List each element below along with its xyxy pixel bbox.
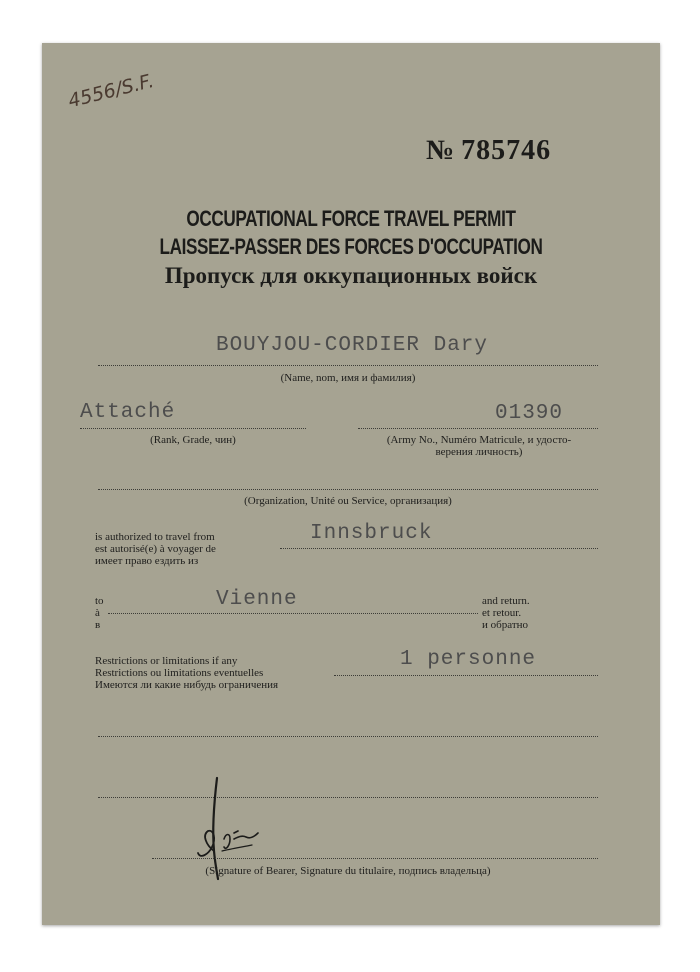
restrictions-line-2	[98, 736, 598, 737]
army-number-label-line1: (Army No., Numéro Matricule, и удосто-	[386, 434, 572, 446]
restrictions-label	[95, 655, 325, 691]
to-label-en: to	[95, 595, 104, 607]
name-value: BOUYJOU-CORDIER Dary	[215, 334, 489, 357]
from-label	[95, 531, 285, 567]
to-label-fr: à	[95, 607, 100, 619]
from-value: Innsbruck	[310, 522, 433, 545]
from-label-en: is authorized to travel from	[95, 531, 215, 543]
restrictions-line-3	[98, 797, 598, 798]
title-russian: Пропуск для оккупационных войск	[164, 263, 538, 288]
from-label-ru: имеет право ездить из	[95, 555, 199, 567]
to-line	[108, 613, 478, 614]
rank-line	[80, 428, 306, 429]
to-label-ru: в	[95, 619, 101, 631]
rank-label: (Rank, Grade, чин)	[150, 434, 236, 446]
from-label-fr: est autorisé(e) à voyager de	[95, 543, 216, 555]
organization-line	[98, 489, 598, 490]
number-sign: №	[426, 135, 455, 166]
return-label	[482, 595, 592, 631]
from-line	[280, 548, 598, 549]
to-value: Vienne	[216, 588, 298, 611]
return-label-ru: и обратно	[482, 619, 529, 631]
signature-label: (Signature of Bearer, Signature du titulaire, подпись владельца)	[205, 865, 491, 877]
army-number-label	[348, 434, 610, 458]
permit-number-value: 785746	[461, 135, 552, 166]
return-label-fr: et retour.	[482, 607, 522, 619]
rank-value: Attaché	[80, 401, 176, 424]
restrictions-value: 1 personne	[400, 648, 537, 671]
army-number-value: 01390	[495, 402, 564, 425]
restrictions-label-ru: Имеются ли какие нибудь ограничения	[95, 679, 279, 691]
signature-line	[152, 858, 598, 859]
handwritten-reference: 4556/S.F.	[66, 69, 157, 113]
organization-label: (Organization, Unité ou Service, организация)	[244, 495, 452, 507]
army-number-label-line2: верения личность)	[435, 446, 523, 458]
name-line	[98, 365, 598, 366]
title-block	[42, 205, 660, 291]
restrictions-label-en: Restrictions or limitations if any	[95, 655, 238, 667]
army-number-line	[358, 428, 598, 429]
restrictions-label-fr: Restrictions ou limitations eventuelles	[95, 667, 264, 679]
restrictions-line-1	[334, 675, 598, 676]
return-label-en: and return.	[482, 595, 530, 607]
title-english: OCCUPATIONAL FORCE TRAVEL PERMIT	[186, 206, 516, 231]
name-label: (Name, nom, имя и фамилия)	[280, 372, 416, 384]
title-french: LAISSEZ-PASSER DES FORCES D'OCCUPATION	[159, 234, 543, 259]
permit-number	[426, 135, 551, 167]
travel-permit-card	[42, 43, 660, 925]
